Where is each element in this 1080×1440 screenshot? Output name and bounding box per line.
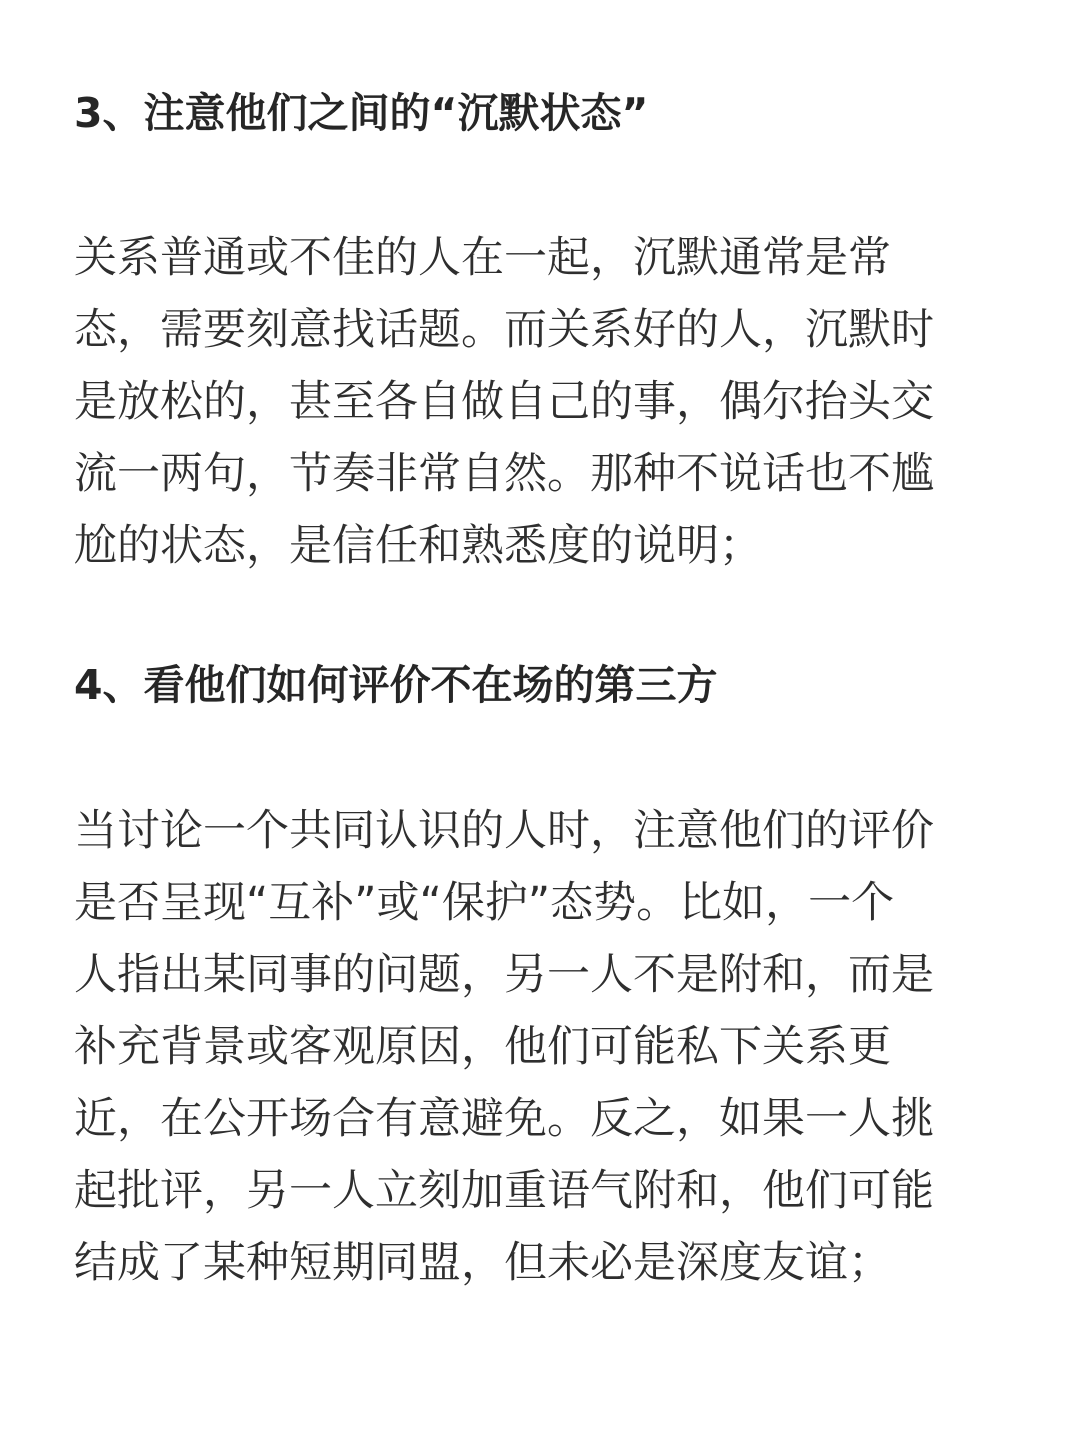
paragraph-line: 流一两句，节奏非常自然。那种不说话也不尴: [74, 449, 934, 499]
paragraph-line: 关系普通或不佳的人在一起，沉默通常是常: [74, 233, 891, 283]
section-3-heading: 3、注意他们之间的“沉默状态”: [74, 89, 649, 137]
paragraph-line: 结成了某种短期同盟，但未必是深度友谊；: [74, 1238, 891, 1288]
paragraph-line: 是否呈现“互补”或“保护”态势。比如，一个: [74, 878, 895, 928]
paragraph-line: 近，在公开场合有意避免。反之，如果一人挑: [74, 1094, 934, 1144]
paragraph-line: 态，需要刻意找话题。而关系好的人，沉默时: [74, 305, 934, 355]
paragraph-line: 人指出某同事的问题，另一人不是附和，而是: [74, 950, 934, 1000]
paragraph-line: 是放松的，甚至各自做自己的事，偶尔抬头交: [74, 377, 934, 427]
paragraph-line: 补充背景或客观原因，他们可能私下关系更: [74, 1022, 891, 1072]
paragraph-line: 尬的状态，是信任和熟悉度的说明；: [74, 521, 762, 571]
section-4-heading: 4、看他们如何评价不在场的第三方: [74, 661, 718, 709]
paragraph-line: 起批评，另一人立刻加重语气附和，他们可能: [74, 1166, 934, 1216]
paragraph-line: 当讨论一个共同认识的人时，注意他们的评价: [74, 806, 934, 856]
section-4-paragraph: [74, 795, 1004, 1299]
section-3-paragraph: [74, 222, 1004, 582]
